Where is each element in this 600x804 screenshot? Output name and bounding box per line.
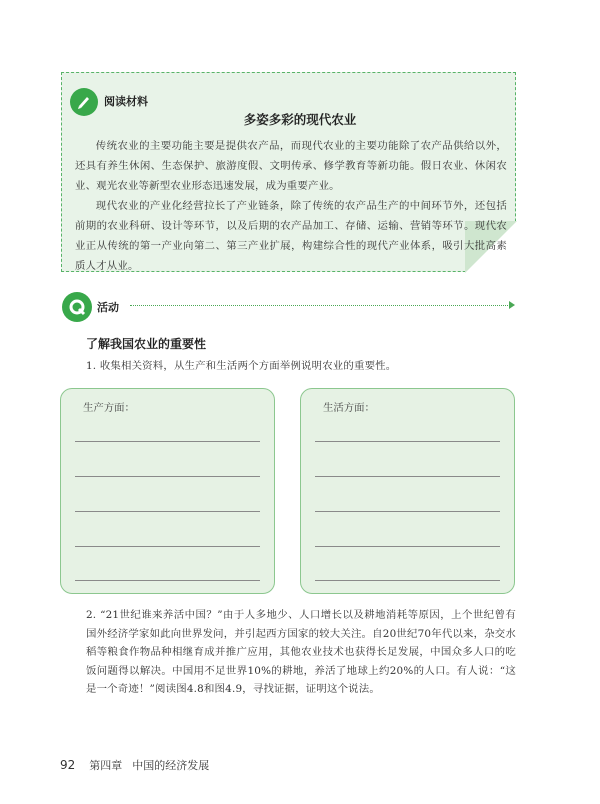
- answer-line[interactable]: [315, 441, 500, 442]
- question-1: 1. 收集相关资料，从生产和生活两个方面举例说明农业的重要性。: [86, 360, 397, 372]
- page-footer: [60, 757, 209, 773]
- question-2: 2. “21世纪谁来养活中国？”由于人多地少、人口增长以及耕地消耗等原因，上个世纪曾有国外经济学家如此向世界发问，并引起西方国家的较大关注。自20世纪70年代以来，杂交水稻等粮食作物品种相继育成并推广应用，其他农业技术也获得长足发展，中国众多人口的吃饭问题得以解决。中国用不足世界10%的耕地，养活了地球上约20%的人口。有人说：“这是一个奇迹！”阅读图4.8和图4.9，寻找证据，证明这个说法。: [86, 609, 516, 695]
- answer-line[interactable]: [75, 511, 260, 512]
- reading-paragraph-2: 现代农业的产业化经营拉长了产业链条，除了传统的农产品生产的中间环节外，还包括前期的农业科研、设计等环节，以及后期的农产品加工、存储、运输、营销等环节。现代农业正从传统的第一产业向第二、第三产业扩展，构建综合性的现代产业体系，吸引大批高素质人才从业。: [75, 200, 507, 272]
- life-panel-title: 生活方面：: [323, 402, 375, 414]
- answer-line[interactable]: [75, 476, 260, 477]
- answer-line[interactable]: [315, 546, 500, 547]
- activity-icon: [62, 292, 92, 322]
- divider-arrow-icon: [509, 301, 515, 309]
- activity-label: 活动: [97, 301, 119, 314]
- chapter-title: 中国的经济发展: [132, 759, 210, 772]
- chapter-label: 第四章: [89, 759, 123, 772]
- reading-paragraph-1: 传统农业的主要功能主要是提供农产品，而现代农业的主要功能除了农产品供给以外，还具有养生休闲、生态保护、旅游度假、文明传承、修学教育等新功能。假日农业、休闲农业、观光农业等新型农业形态迅速发展，成为重要产业。: [75, 140, 507, 192]
- reading-title: 多姿多彩的现代农业: [243, 112, 357, 127]
- answer-line[interactable]: [315, 580, 500, 581]
- answer-line[interactable]: [75, 546, 260, 547]
- page-number: 92: [60, 758, 76, 772]
- activity-heading: 了解我国农业的重要性: [86, 337, 207, 351]
- production-answer-panel: [60, 388, 275, 594]
- reading-material-label: 阅读材料: [104, 95, 148, 108]
- activity-divider: [130, 305, 510, 306]
- answer-line[interactable]: [75, 580, 260, 581]
- life-answer-panel: [300, 388, 515, 594]
- answer-line[interactable]: [75, 441, 260, 442]
- answer-line[interactable]: [315, 476, 500, 477]
- production-panel-title: 生产方面：: [83, 402, 135, 414]
- answer-line[interactable]: [315, 511, 500, 512]
